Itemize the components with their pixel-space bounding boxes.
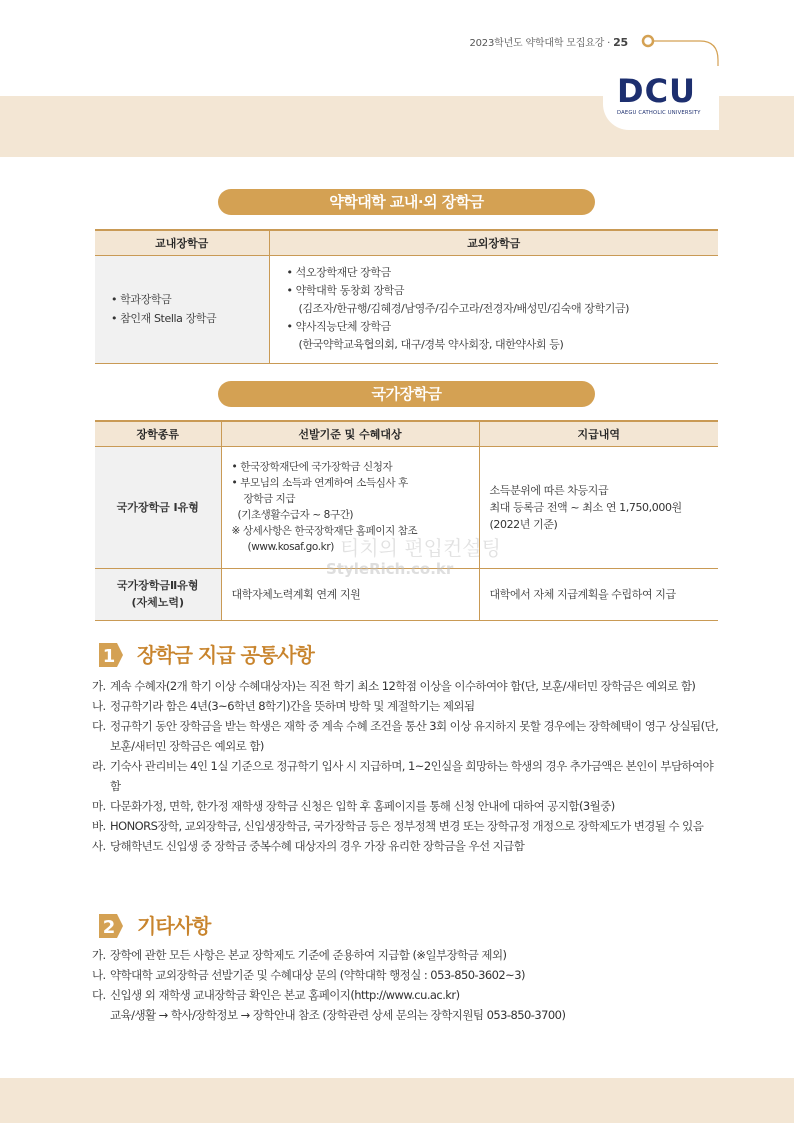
list-item: • 약학대학 동창회 장학금 bbox=[286, 284, 405, 297]
list-item: • 약사직능단체 장학금 bbox=[286, 320, 391, 333]
national-scholarship-table bbox=[95, 420, 718, 621]
section-number-badge-icon bbox=[95, 641, 125, 669]
common-items-list bbox=[92, 676, 724, 856]
footer-band bbox=[0, 1078, 794, 1123]
list-item: • 한국장학재단에 국가장학금 신청자 bbox=[231, 461, 393, 473]
list-item: 나. 약학대학 교외장학금 선발기준 및 수혜대상 문의 (약학대학 행정실 : 053-850-3602~3) bbox=[92, 968, 525, 982]
page-number: 25 bbox=[613, 36, 628, 49]
payment-cell: 대학에서 자체 지급계획을 수립하여 지급 bbox=[479, 568, 718, 620]
list-item: 사. 당해학년도 신입생 중 장학금 중복수혜 대상자의 경우 가장 유리한 장학금을 우선 지급함 bbox=[92, 839, 525, 853]
section-number-badge-icon bbox=[95, 912, 125, 940]
column-header: 교외장학금 bbox=[269, 230, 718, 255]
list-item: 가. 계속 수혜자(2개 학기 이상 수혜대상자)는 직전 학기 최소 12학점 이상을 이수하여야 함(단, 보훈/새터민 장학금은 예외로 함) bbox=[92, 679, 696, 693]
scholarship-table bbox=[95, 229, 718, 364]
watermark-text: 티치의 편입컨설팅 bbox=[340, 536, 501, 560]
university-logo-subtitle: DAEGU CATHOLIC UNIVERSITY bbox=[617, 110, 701, 116]
list-item: 마. 다문화가정, 면학, 한가정 재학생 장학금 신청은 입학 후 홈페이지를 통해 신청 안내에 대하여 공지함(3월중) bbox=[92, 799, 615, 813]
column-header: 교내장학금 bbox=[95, 230, 269, 255]
column-header: 선발기준 및 수혜대상 bbox=[221, 421, 479, 446]
section-number: 2 bbox=[102, 917, 116, 938]
section-title: 장학금 지급 공통사항 bbox=[137, 643, 314, 667]
list-item: 나. 정규학기라 함은 4년(3~6학년 8학기)간을 뜻하며 방학 및 계절학기는 제외됨 bbox=[92, 699, 475, 713]
internal-scholarship-cell bbox=[95, 255, 269, 363]
column-header: 장학종류 bbox=[95, 421, 221, 446]
national-section-title: 국가장학금 bbox=[218, 381, 595, 407]
list-item: (한국약학교육협의회, 대구/경북 약사회장, 대한약사회 등) bbox=[298, 338, 564, 351]
scholarship-type bbox=[95, 568, 221, 620]
list-item: 다. 정규학기 동안 장학금을 받는 학생은 재학 중 계속 수혜 조건을 통산 3회 이상 유지하지 못할 경우에는 장학혜택이 영구 상실됨(단, 보훈/새터민 장학금은 예외로 함) bbox=[92, 719, 719, 753]
list-item: 가. 장학에 관한 모든 사항은 본교 장학제도 기준에 준용하여 지급함 (※일부장학금 제외) bbox=[92, 948, 507, 962]
criteria-cell: 대학자체노력계획 연계 지원 bbox=[221, 568, 479, 620]
list-item: 다. 신입생 외 재학생 교내장학금 확인은 본교 홈페이지(http://www.cu.ac.kr) bbox=[92, 988, 460, 1002]
payment-cell bbox=[479, 446, 718, 568]
list-item: • 부모님의 소득과 연계하여 소득심사 후 bbox=[231, 477, 408, 489]
list-item: • 학과장학금 bbox=[111, 293, 172, 306]
external-scholarship-cell bbox=[269, 255, 718, 363]
watermark-url: StyleRich.co.kr bbox=[326, 560, 454, 578]
list-item: (김조자/한규행/김혜경/남영주/김수고라/전경자/배성민/김숙애 장학기금) bbox=[298, 302, 630, 315]
scholarship-type-line: (자체노력) bbox=[131, 596, 185, 609]
list-item: 소득분위에 따른 차등지급 bbox=[489, 483, 609, 497]
list-item: (2022년 기준) bbox=[489, 517, 558, 531]
list-item: • 석오장학재단 장학금 bbox=[286, 266, 391, 279]
scholarship-type: 국가장학금 Ⅰ유형 bbox=[95, 446, 221, 568]
scholarship-section-title: 약학대학 교내·외 장학금 bbox=[218, 189, 595, 215]
list-item: • 참인재 Stella 장학금 bbox=[111, 312, 217, 325]
university-logo: DCU bbox=[617, 72, 697, 110]
list-item: 장학금 지급 bbox=[243, 493, 296, 505]
list-item: (기초생활수급자 ~ 8구간) bbox=[237, 509, 354, 521]
list-item: 라. 기숙사 관리비는 4인 1실 기준으로 정규학기 입사 시 지급하며, 1~2인실을 희망하는 학생의 경우 추가금액은 본인이 부담하여야 함 bbox=[92, 759, 714, 793]
column-header: 지급내역 bbox=[479, 421, 718, 446]
section-number: 1 bbox=[102, 646, 116, 667]
running-title: 2023학년도 약학대학 모집요강 · bbox=[469, 38, 611, 49]
section-title: 기타사항 bbox=[137, 914, 211, 938]
list-item: 바. HONORS장학, 교외장학금, 신입생장학금, 국가장학금 등은 정부정책 변경 또는 장학규정 개정으로 장학제도가 변경될 수 있음 bbox=[92, 819, 704, 833]
list-item: (www.kosaf.go.kr) bbox=[247, 541, 334, 553]
scholarship-type-line: 국가장학금Ⅱ유형 bbox=[116, 579, 199, 592]
list-item: 교육/생활 → 학사/장학정보 → 장학안내 참조 (장학관련 상세 문의는 장학지원팀 053-850-3700) bbox=[110, 1008, 566, 1022]
other-items-list bbox=[92, 945, 724, 1025]
list-item: 최대 등록금 전액 ~ 최소 연 1,750,000원 bbox=[489, 500, 682, 514]
list-item: ※ 상세사항은 한국장학재단 홈페이지 참조 bbox=[231, 525, 418, 537]
